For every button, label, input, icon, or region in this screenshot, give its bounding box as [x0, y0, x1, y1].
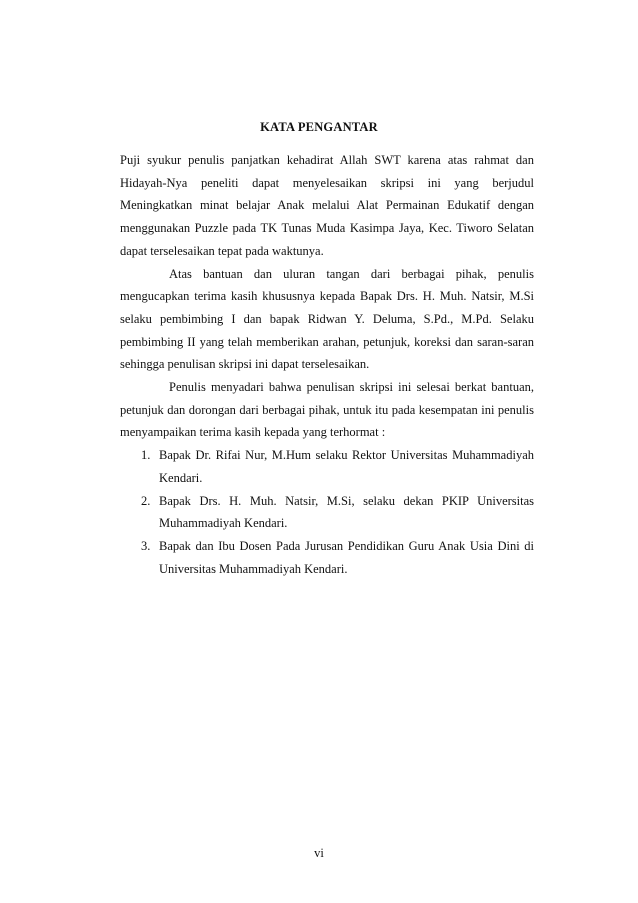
- paragraph-acknowledgement: Penulis menyadari bahwa penulisan skripsi ini selesai berkat bantuan, petunjuk dan dorongan dari berbagai pihak, untuk itu pada kesempatan ini penulis menyampaikan terima kasih kepada yang terhormat :: [120, 380, 534, 440]
- list-item-text: Bapak Drs. H. Muh. Natsir, M.Si, selaku dekan PKIP Universitas Muhammadiyah Kendari.: [159, 493, 534, 531]
- list-item-text: Bapak dan Ibu Dosen Pada Jurusan Pendidikan Guru Anak Usia Dini di Universitas Muhammadiyah Kendari.: [159, 538, 534, 576]
- page-title: KATA PENGANTAR: [260, 120, 378, 134]
- list-item: [120, 535, 534, 580]
- list-item-number: 2.: [141, 493, 151, 508]
- thanks-list: [120, 444, 534, 580]
- list-item: [120, 444, 534, 489]
- list-item-number: 1.: [141, 448, 151, 463]
- paragraph-intro: Puji syukur penulis panjatkan kehadirat Allah SWT karena atas rahmat dan Hidayah-Nya peneliti dapat menyelesaikan skripsi ini yang berjudul Meningkatkan minat belajar Anak melalui Alat Permainan Edukatif dengan menggunakan Puzzle pada TK Tunas Muda Kasimpa Jaya, Kec. Tiworo Selatan dapat terselesaikan tepat pada waktunya.: [120, 153, 534, 258]
- paragraph-thanks: Atas bantuan dan uluran tangan dari berbagai pihak, penulis mengucapkan terima kasih khususnya kepada Bapak Drs. H. Muh. Natsir, M.Si selaku pembimbing I dan bapak Ridwan Y. Deluma, S.Pd., M.Pd. Selaku pembimbing II yang telah memberikan arahan, petunjuk, koreksi dan saran-saran sehingga penulisan skripsi ini dapat terselesaikan.: [120, 266, 534, 372]
- document-body: [120, 149, 534, 580]
- list-item: [120, 490, 534, 535]
- list-item-number: 3.: [141, 538, 151, 553]
- page-number: vi: [314, 846, 324, 860]
- list-item-text: Bapak Dr. Rifai Nur, M.Hum selaku Rektor Universitas Muhammadiyah Kendari.: [159, 448, 534, 485]
